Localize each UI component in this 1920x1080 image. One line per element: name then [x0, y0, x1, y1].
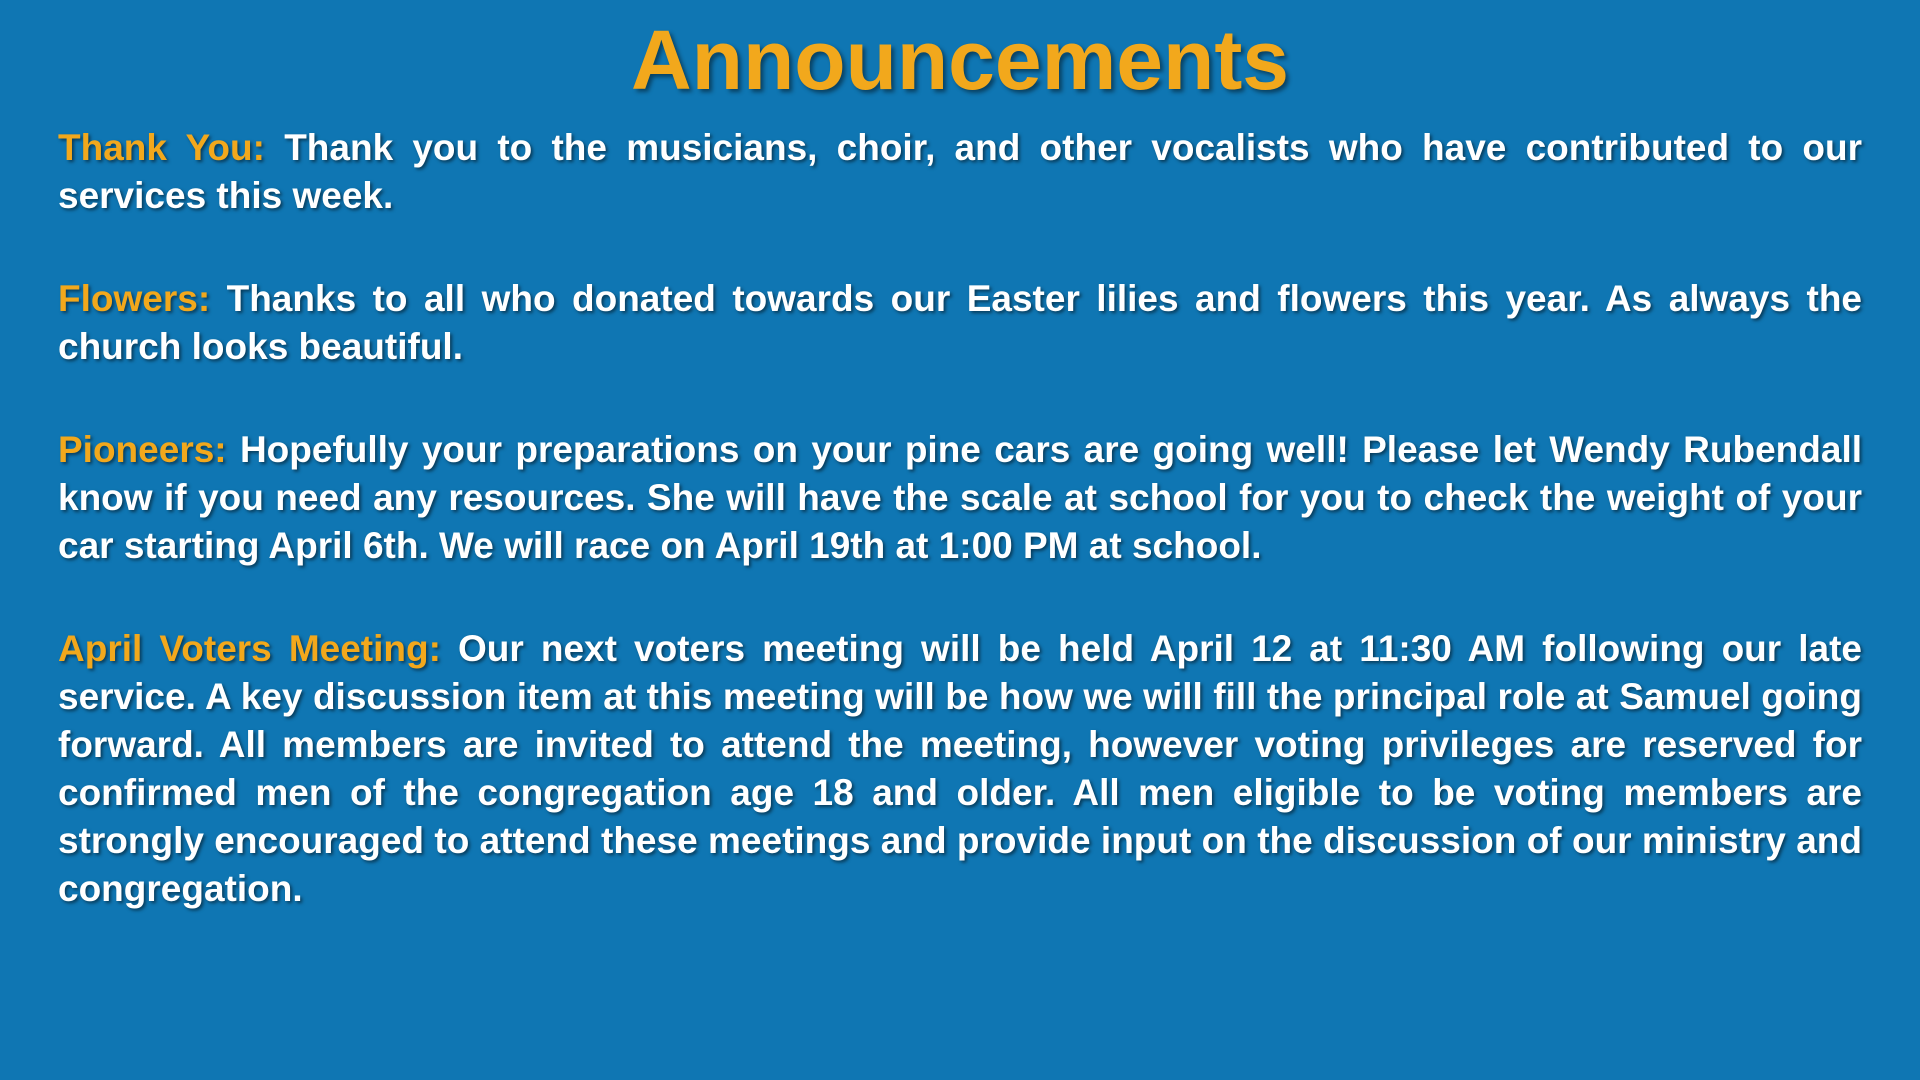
announcement-thank-you [58, 124, 1862, 220]
slide-title: Announcements [630, 13, 1290, 107]
announcement-label: April Voters Meeting: [58, 628, 441, 669]
announcement-label: Thank You: [58, 127, 265, 168]
announcement-voters-meeting [58, 625, 1862, 913]
announcement-flowers [58, 275, 1862, 371]
announcement-label: Pioneers: [58, 429, 227, 470]
announcement-pioneers [58, 426, 1862, 570]
announcement-text: Thank you to the musicians, choir, and other vocalists who have contributed to our services this week. [58, 127, 1863, 216]
announcement-text: Our next voters meeting will be held April 12 at 11:30 AM following our late service. A key discussion item at this meeting will be how we will fill the principal role at Samuel going forward. All members are invited to attend the meeting, however voting privileges are reserved for confirmed men of the congregation age 18 and older. All men eligible to be voting members are strongly encouraged to attend these meetings and provide input on the discussion of our ministry and congregation. [58, 628, 1863, 909]
announcement-text: Hopefully your preparations on your pine cars are going well! Please let Wendy Rubendall know if you need any resources. She will have the scale at school for you to check the weight of your car starting April 6th. We will race on April 19th at 1:00 PM at school. [58, 429, 1862, 566]
announcement-text: Thanks to all who donated towards our Easter lilies and flowers this year. As always the church looks beautiful. [58, 278, 1863, 367]
announcement-label: Flowers: [58, 278, 211, 319]
